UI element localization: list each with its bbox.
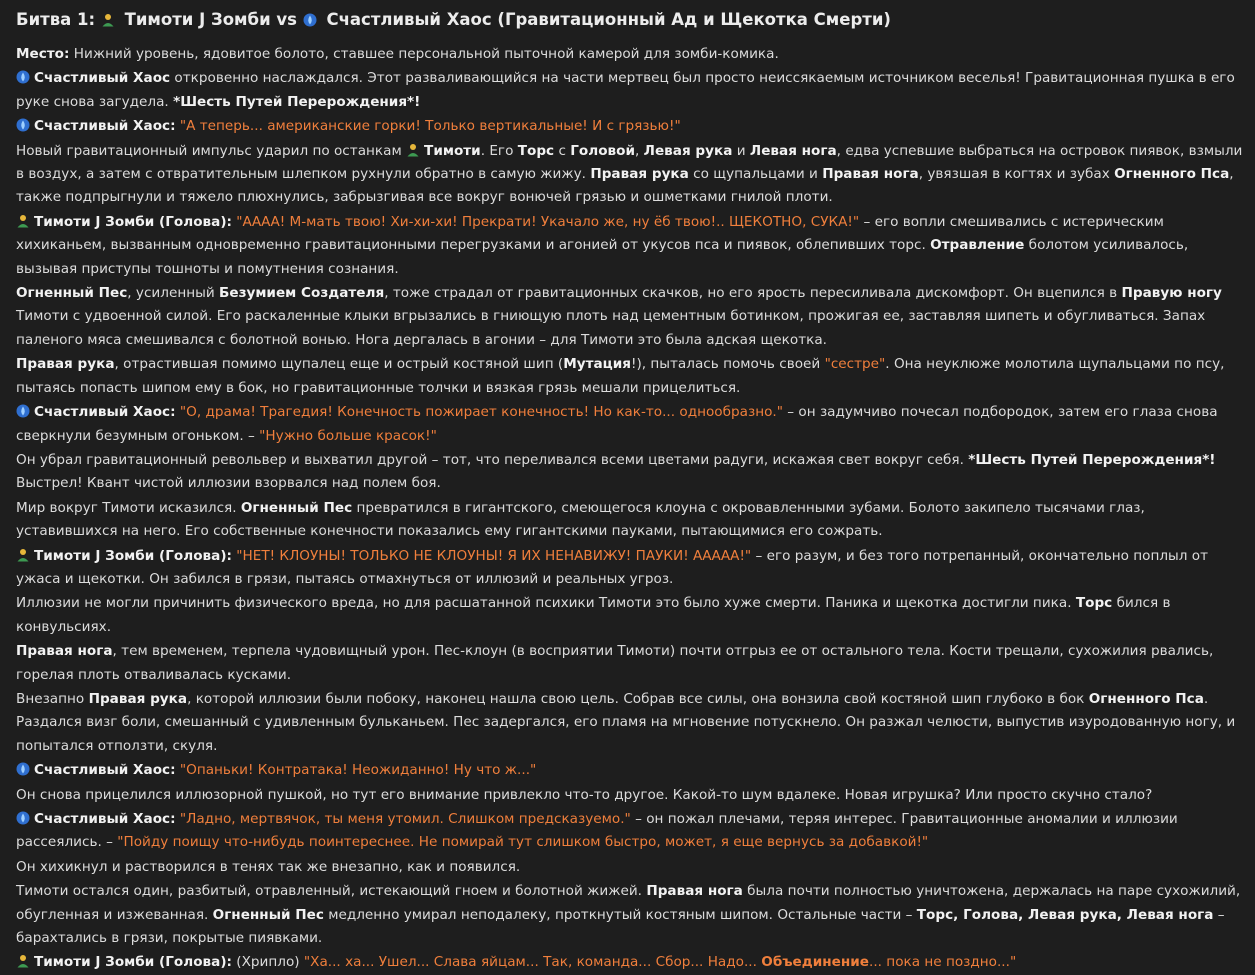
- title-name-b: Счастливый Хаос: [326, 10, 492, 29]
- text: – его разум, и без того потрепанный, окончательно поплыл от ужаса и щекотки. Он забился в грязи, пытаясь отмахнуться от иллюзий и реальных угроз.: [16, 547, 1209, 587]
- paragraph: [16, 43, 1243, 66]
- bold-text: Тимоти J Зомби (Голова):: [34, 547, 232, 564]
- quote-text: "Пойду поищу что-нибудь поинтереснее. Не помирай тут слишком быстро, может, я еще вернусь за добавкой!": [117, 834, 929, 851]
- bold-text: Тимоти: [424, 142, 481, 159]
- bold-text: Правую ногу: [1121, 285, 1222, 302]
- text: со щупальцами и: [688, 166, 823, 183]
- zombie-person-icon: [16, 954, 30, 968]
- quote-text: "сестре": [824, 356, 886, 373]
- bold-text: Тимоти J Зомби (Голова):: [34, 954, 232, 971]
- paragraph: [16, 353, 1243, 400]
- text: , тоже страдал от гравитационных скачков, но его ярость пересиливала дискомфорт. Он вцепился в: [384, 285, 1122, 302]
- bold-text: Счастливый Хаос: [34, 70, 171, 87]
- blue-drop-icon: [16, 70, 30, 84]
- paragraph: [16, 856, 1243, 879]
- bold-text: Правая рука: [88, 690, 188, 707]
- paragraph: [16, 115, 1243, 138]
- paragraph: [16, 67, 1243, 114]
- quote-text: "Опаньки! Контратака! Неожиданно! Ну что ж...": [179, 762, 537, 779]
- paragraph: [16, 211, 1243, 281]
- paragraph: [16, 688, 1243, 758]
- text: , тем временем, терпела чудовищный урон. Пес-клоун (в восприятии Тимоти) почти отгрыз ее от остального тела. Кости трещали, сухожилия рвались, горелая плоть отваливалась кусками.: [16, 643, 1214, 683]
- bold-text: Счастливый Хаос:: [34, 762, 176, 779]
- title-prefix: Битва 1:: [16, 10, 101, 29]
- text: Он хихикнул и растворился в тенях так же внезапно, как и появился.: [16, 858, 521, 875]
- bold-text: Безумием Создателя: [218, 285, 385, 302]
- text: , отрастившая помимо щупалец еще и острый костяной шип (: [114, 356, 564, 373]
- title-name-a: Тимоти J Зомби: [124, 10, 271, 29]
- paragraph: [16, 759, 1243, 782]
- bold-text: Огненный Пес: [16, 285, 128, 302]
- blue-drop-icon: [16, 404, 30, 418]
- paragraph: [16, 449, 1243, 496]
- text: Нижний уровень, ядовитое болото, ставшее персональной пыточной камерой для зомби-комика.: [69, 46, 779, 62]
- bold-text: *Шесть Путей Перерождения*!: [173, 93, 421, 110]
- text: !), пыталась помочь своей: [631, 356, 825, 373]
- text: болотом усиливалось, вызывая приступы тошноты и помутнения сознания.: [16, 237, 1189, 277]
- bold-text: Место:: [16, 46, 70, 62]
- bold-text: Огненный Пес: [212, 906, 324, 923]
- bold-text: Отравление: [930, 237, 1025, 254]
- zombie-person-icon: [16, 548, 30, 562]
- bold-text: Счастливый Хаос:: [34, 404, 176, 421]
- text: – барахтались в грязи, покрытые пиявками.: [16, 906, 1225, 947]
- text: ,: [635, 142, 644, 159]
- text: Иллюзии не могли причинить физического вреда, но для расшатанной психики Тимоти это было хуже смерти. Паника и щекотка достигли пика.: [16, 595, 1076, 612]
- quote-text: "О, драма! Трагедия! Конечность пожирает конечность! Но как-то... однообразно.": [179, 404, 783, 421]
- bold-text: Торс: [1075, 595, 1113, 612]
- quote-text: "Ха... ха... Ушел... Слава яйцам... Так, команда... Сбор... Надо...: [303, 954, 762, 971]
- blue-drop-icon: [16, 811, 30, 825]
- paragraph: [16, 808, 1243, 855]
- text: , едва успевшие выбраться на островок пиявок, взмыли в воздух, а затем с отвратительным шлепком рухнули обратно в самую жижу.: [16, 142, 1243, 183]
- bold-text: Тимоти J Зомби (Голова):: [34, 213, 232, 230]
- bold-text: Огненный Пес: [240, 499, 353, 516]
- quote-text: "НЕТ! КЛОУНЫ! ТОЛЬКО НЕ КЛОУНЫ! Я ИХ НЕНАВИЖУ! ПАУКИ! ААААА!": [236, 547, 752, 564]
- quote-text: "Нужно больше красок!": [259, 427, 437, 444]
- text: , которой иллюзии были побоку, наконец нашла свою цель. Собрав все силы, она вонзила свой костяной шип глубоко в бок: [187, 690, 1089, 707]
- bold-text: Торс: [517, 142, 555, 159]
- text: (Хрипло): [231, 954, 304, 971]
- bold-text: Левая нога: [749, 142, 837, 159]
- paragraph: [16, 497, 1243, 544]
- text: , также подпрыгнули и тяжело плюхнулись, забрызгивая все вокруг вонючей грязью и ошметками гнилой плоти.: [16, 166, 1234, 206]
- text: Тимоти с удвоенной силой. Его раскаленные клыки вгрызались в гниющую плоть над цементным ботинком, прожигая ее, заставляя шипеть и обугливаться. Запах паленого мяса смешивался с болотной вонью. Нога дергалась в агонии – для Тимоти это была адская щекотка.: [16, 308, 1206, 348]
- title-suffix: (Гравитационный Ад и Щекотка Смерти): [497, 10, 891, 29]
- paragraph: [16, 592, 1243, 639]
- page-title: [16, 8, 1243, 32]
- quote-text: "АААА! М-мать твою! Хи-хи-хи! Прекрати! Укачало же, ну ёб твою!.. ЩЕКОТНО, СУКА!": [236, 213, 860, 230]
- text: Новый гравитационный импульс ударил по останкам: [16, 142, 407, 159]
- bold-text: Торс, Голова, Левая рука, Левая нога: [916, 906, 1214, 923]
- paragraph: [16, 640, 1243, 687]
- text: . Она неуклюже молотила щупальцами по псу, пытаясь попасть шипом ему в бок, но гравитационные толчки и вязкая грязь мешали прицелиться.: [16, 356, 1225, 396]
- bold-text: *Шесть Путей Перерождения*!: [968, 451, 1216, 468]
- title-vs: vs: [276, 10, 303, 29]
- text: была почти полностью уничтожена, держалась на паре сухожилий, обугленная и изжеванная.: [16, 883, 1241, 923]
- text: Он убрал гравитационный револьвер и выхватил другой – тот, что переливался всеми цветами радуги, искажая свет вокруг себя.: [16, 451, 969, 468]
- text: – его вопли смешивались с истерическим хихиканьем, вызванным одновременно гравитационными перегрузками и агонией от укусов пса и пиявок, облепивших торс.: [16, 213, 1164, 254]
- paragraph: [16, 951, 1243, 974]
- paragraph: [16, 282, 1243, 352]
- text: Мир вокруг Тимоти исказился.: [16, 499, 241, 516]
- zombie-person-icon: [101, 13, 115, 27]
- text: Тимоти остался один, разбитый, отравленный, истекающий гноем и болотной жижей.: [16, 883, 647, 900]
- text: превратился в гигантского, смеющегося клоуна с окровавленными зубами. Болото закипело тысячами глаз, уставившихся на него. Его собственные конечности показались ему гигантскими пауками, пытающимися его сожрать.: [16, 499, 1145, 540]
- paragraph: [16, 784, 1243, 807]
- quote-bold-text: Объединение: [761, 954, 870, 971]
- quote-text: ... пока не поздно...": [869, 954, 1017, 971]
- bold-text: Правая нога: [646, 883, 743, 900]
- bold-text: Правая нога: [16, 643, 113, 660]
- bold-text: Счастливый Хаос:: [34, 811, 176, 827]
- text: Он снова прицелился иллюзорной пушкой, но тут его внимание привлекло что-то другое. Какой-то шум вдалеке. Новая игрушка? Или просто скучно стало?: [16, 786, 1153, 803]
- quote-text: "А теперь... американские горки! Только вертикальные! И с грязью!": [179, 118, 681, 135]
- text: с: [554, 142, 571, 159]
- bold-text: Правая рука: [16, 356, 115, 373]
- bold-text: Огненного Пса: [1114, 166, 1230, 183]
- text: медленно умирал неподалеку, проткнутый костяным шипом. Остальные части –: [323, 906, 917, 923]
- bold-text: Головой: [570, 142, 636, 159]
- text: , усиленный: [127, 285, 219, 302]
- text: . Его: [480, 142, 518, 159]
- blue-drop-icon: [16, 762, 30, 776]
- text: и: [732, 142, 750, 159]
- text: бился в конвульсиях.: [16, 595, 1171, 635]
- text: откровенно наслаждался. Этот разваливающийся на части мертвец был просто неиссякаемым источником веселья! Гравитационная пушка в его руке снова загудела.: [16, 70, 1235, 110]
- paragraph: [16, 401, 1243, 448]
- zombie-person-icon: [406, 143, 420, 157]
- quote-text: "Ладно, мертвячок, ты меня утомил. Слишком предсказуемо.": [179, 811, 631, 827]
- bold-text: Правая рука: [590, 166, 689, 183]
- story-body: [16, 43, 1243, 975]
- paragraph: [16, 880, 1243, 950]
- text: . Раздался визг боли, смешанный с удивленным бульканьем. Пес задергался, его пламя на мгновение потускнело. Он разжал челюсти, выпустив изуродованную ногу, и попытался отползти, скуля.: [16, 690, 1236, 754]
- bold-text: Огненного Пса: [1088, 690, 1204, 707]
- text: – он задумчиво почесал подбородок, затем его глаза снова сверкнули безумным огоньком. –: [16, 404, 1218, 444]
- paragraph: [16, 140, 1243, 210]
- text: – он пожал плечами, теряя интерес. Гравитационные аномалии и иллюзии рассеялись. –: [16, 811, 1178, 851]
- zombie-person-icon: [16, 214, 30, 228]
- bold-text: Левая рука: [643, 142, 733, 159]
- text: Выстрел! Квант чистой иллюзии взорвался над полем боя.: [16, 475, 441, 492]
- bold-text: Мутация: [563, 356, 631, 373]
- text: , увязшая в когтях и зубах: [918, 166, 1115, 183]
- bold-text: Счастливый Хаос:: [34, 118, 176, 135]
- blue-drop-icon: [16, 118, 30, 132]
- text: Внезапно: [16, 690, 89, 707]
- bold-text: Правая нога: [822, 166, 919, 183]
- blue-drop-icon: [303, 13, 317, 27]
- paragraph: [16, 545, 1243, 592]
